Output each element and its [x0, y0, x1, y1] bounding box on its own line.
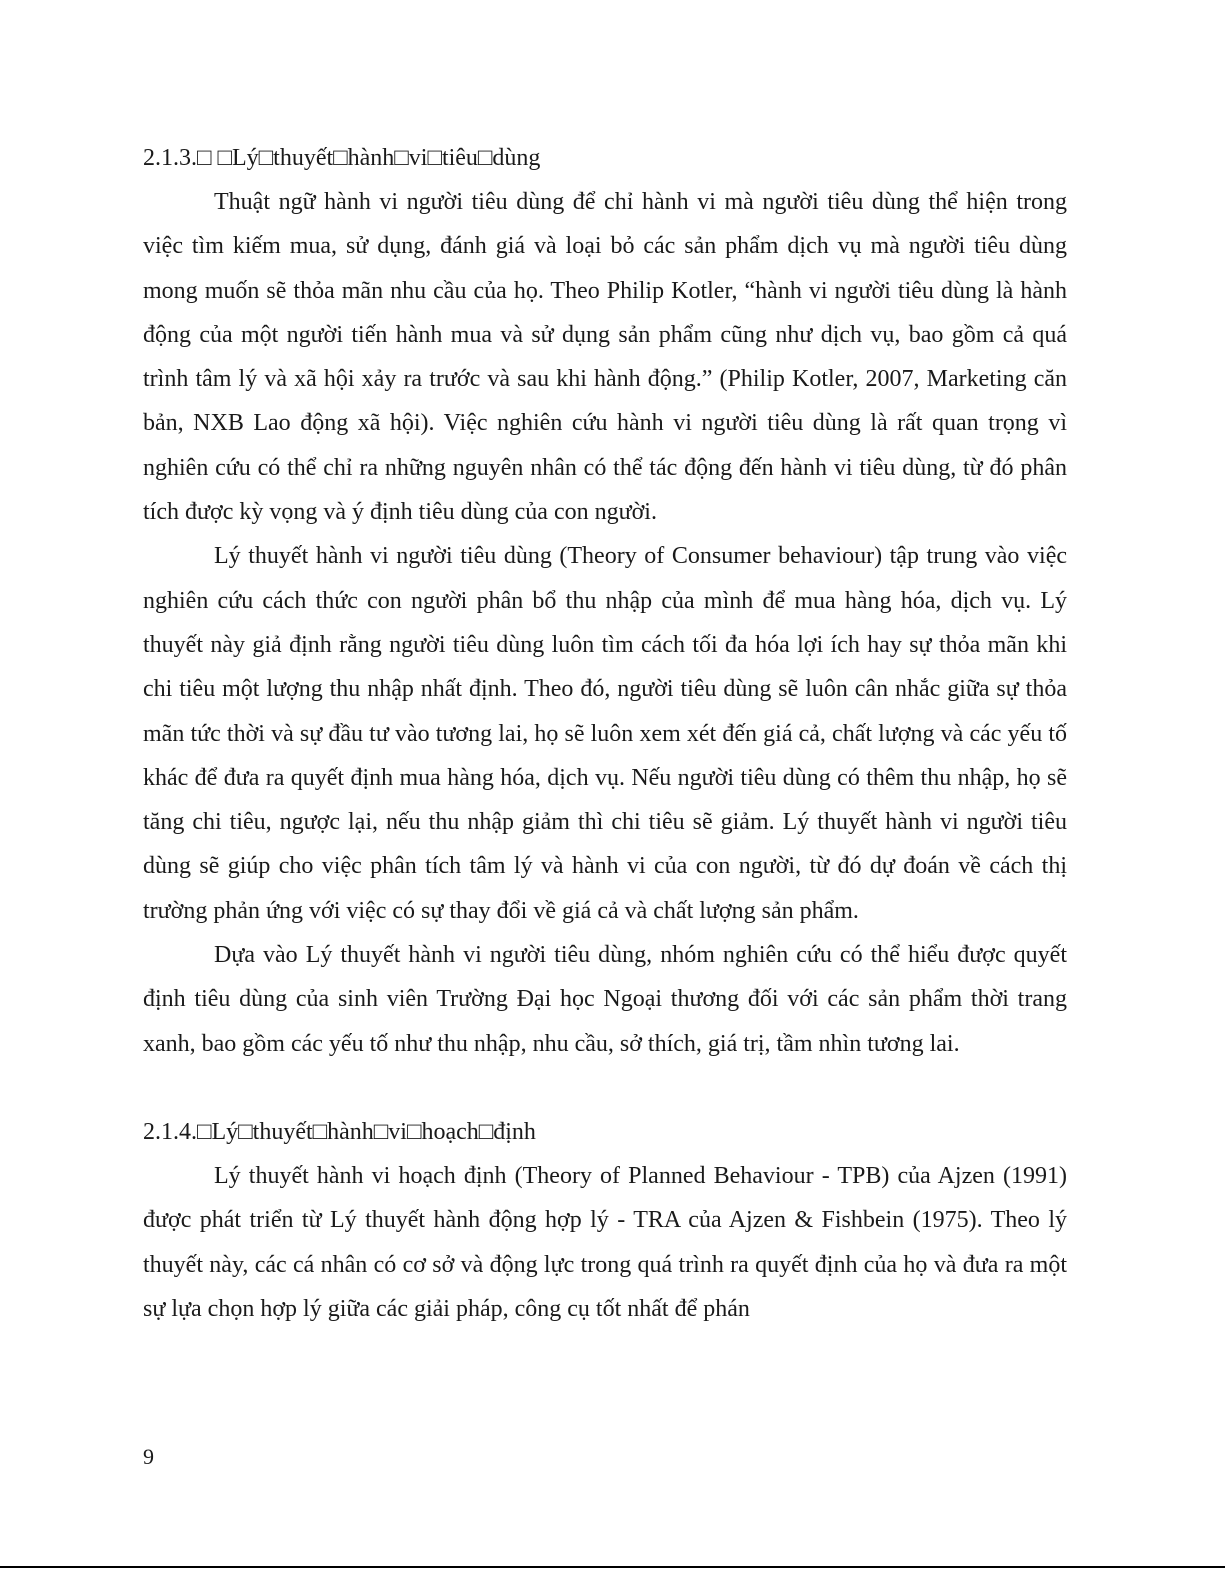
section-spacer	[143, 1066, 1067, 1110]
paragraph: Lý thuyết hành vi hoạch định (Theory of Planned Behaviour - TPB) của Ajzen (1991) được phát triển từ Lý thuyết hành động hợp lý - TRA của Ajzen & Fishbein (1975). Theo lý thuyết này, các cá nhân có cơ sở và động lực trong quá trình ra quyết định của họ và đưa ra một sự lựa chọn hợp lý giữa các giải pháp, công cụ tốt nhất để phán	[143, 1162, 1067, 1322]
paragraph: Thuật ngữ hành vi người tiêu dùng để chỉ hành vi mà người tiêu dùng thể hiện trong việc tìm kiếm mua, sử dụng, đánh giá và loại bỏ các sản phẩm dịch vụ mà người tiêu dùng mong muốn sẽ thỏa mãn nhu cầu của họ. Theo Philip Kotler, “hành vi người tiêu dùng là hành động của một người tiến hành mua và sử dụng sản phẩm cũng như dịch vụ, bao gồm cả quá trình tâm lý và xã hội xảy ra trước và sau khi hành động.” (Philip Kotler, 2007, Marketing căn bản, NXB Lao động xã hội). Việc nghiên cứu hành vi người tiêu dùng là rất quan trọng vì nghiên cứu có thể chỉ ra những nguyên nhân có thể tác động đến hành vi tiêu dùng, từ đó phân tích được kỳ vọng và ý định tiêu dùng của con người.	[143, 189, 1067, 526]
section-heading-2-1-3: 2.1.3.□ □Lý□thuyết□hành□vi□tiêu□dùng	[143, 145, 541, 171]
page-content	[143, 136, 1067, 1331]
page-number: 9	[143, 1444, 154, 1469]
paragraph: Lý thuyết hành vi người tiêu dùng (Theory of Consumer behaviour) tập trung vào việc nghiên cứu cách thức con người phân bổ thu nhập của mình để mua hàng hóa, dịch vụ. Lý thuyết này giả định rằng người tiêu dùng luôn tìm cách tối đa hóa lợi ích hay sự thỏa mãn khi chi tiêu một lượng thu nhập nhất định. Theo đó, người tiêu dùng sẽ luôn cân nhắc giữa sự thỏa mãn tức thời và sự đầu tư vào tương lai, họ sẽ luôn xem xét đến giá cả, chất lượng và các yếu tố khác để đưa ra quyết định mua hàng hóa, dịch vụ. Nếu người tiêu dùng có thêm thu nhập, họ sẽ tăng chi tiêu, ngược lại, nếu thu nhập giảm thì chi tiêu sẽ giảm. Lý thuyết hành vi người tiêu dùng sẽ giúp cho việc phân tích tâm lý và hành vi của con người, từ đó dự đoán về cách thị trường phản ứng với việc có sự thay đổi về giá cả và chất lượng sản phẩm.	[143, 543, 1067, 924]
page-bottom-rule	[0, 1566, 1225, 1568]
section-heading-2-1-4: 2.1.4.□Lý□thuyết□hành□vi□hoạch□định	[143, 1118, 536, 1145]
paragraph: Dựa vào Lý thuyết hành vi người tiêu dùng, nhóm nghiên cứu có thể hiểu được quyết định tiêu dùng của sinh viên Trường Đại học Ngoại thương đối với các sản phẩm thời trang xanh, bao gồm các yếu tố như thu nhập, nhu cầu, sở thích, giá trị, tầm nhìn tương lai.	[143, 942, 1067, 1057]
